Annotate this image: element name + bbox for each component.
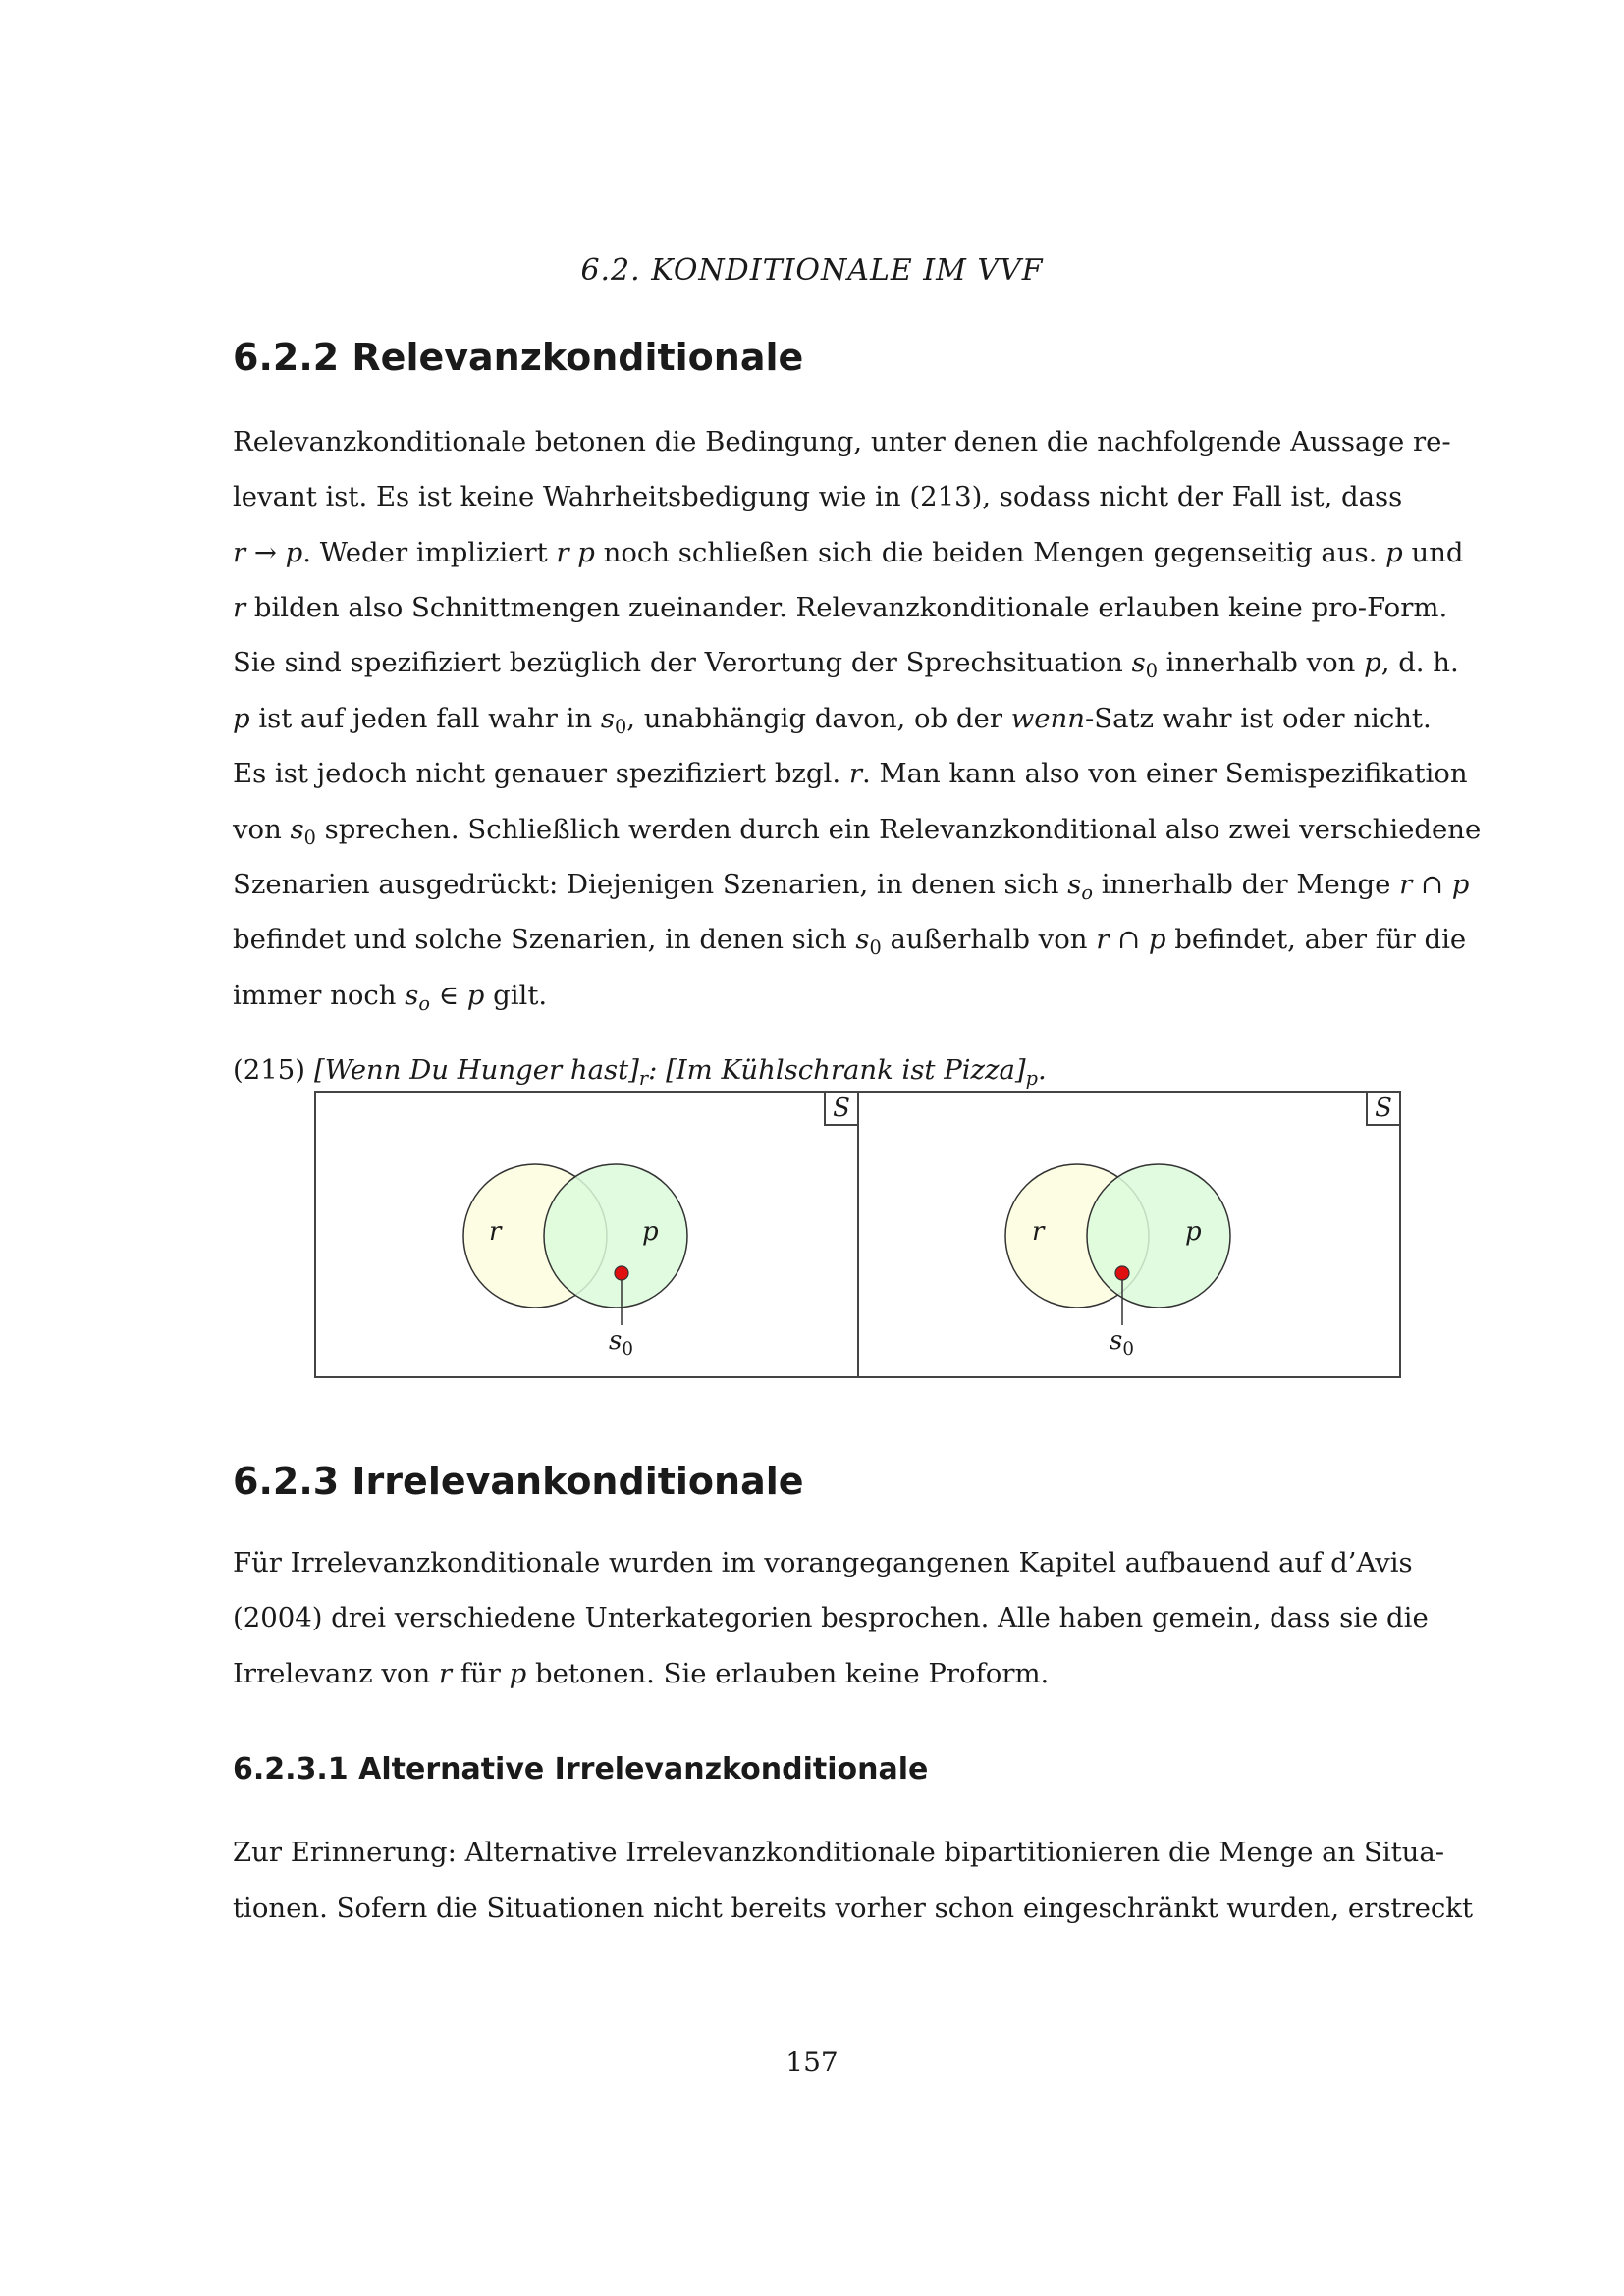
math-s: s	[855, 924, 870, 955]
math-sub: o	[418, 992, 430, 1015]
text: für	[452, 1658, 510, 1689]
point-label-s0	[1110, 1326, 1134, 1360]
math-s: s	[600, 703, 616, 734]
math-p: p	[233, 703, 250, 734]
venn-diagram-left	[316, 1093, 857, 1376]
example-sub: p	[1025, 1067, 1038, 1090]
example-part: : [Im Kühlschrank ist Pizza]	[648, 1054, 1026, 1086]
paragraph-line	[233, 588, 1448, 627]
text: sprechen. Schließlich werden durch ein Relevanzkonditional also zwei verschiedene	[315, 814, 1482, 845]
math-s: s	[1131, 647, 1146, 678]
example-sentence	[314, 1050, 1047, 1090]
paragraph-line	[233, 643, 1459, 682]
situation-point-s0	[615, 1266, 628, 1280]
situation-set-label: S	[824, 1093, 857, 1126]
paragraph-line: (2004) drei verschiedene Unterkategorien besprochen. Alle haben gemein, dass sie die	[233, 1602, 1429, 1633]
math-r: r	[233, 592, 246, 623]
paragraph-line: Relevanzkonditionale betonen die Bedingung, unter denen die nachfolgende Aussage re-	[233, 426, 1451, 457]
paragraph-line: Für Irrelevanzkonditionale wurden im vorangegangenen Kapitel aufbauend auf d’Avis	[233, 1547, 1413, 1578]
text: und	[1402, 537, 1464, 568]
circle-p-label: p	[642, 1217, 659, 1247]
text: Sie sind spezifiziert bezüglich der Verortung der Sprechsituation	[233, 647, 1132, 678]
text: befindet, aber für die	[1165, 924, 1467, 955]
math-p: p	[466, 980, 485, 1011]
circle-r-label: r	[1032, 1217, 1045, 1247]
math-s: s	[290, 814, 304, 845]
paragraph-line	[233, 533, 1464, 572]
circle-p	[1087, 1164, 1230, 1308]
math-p: p	[1364, 647, 1381, 678]
example-sub: r	[638, 1067, 649, 1090]
math-r-p: r p	[556, 537, 595, 568]
text: befindet und solche Szenarien, in denen sich	[233, 924, 856, 955]
section-6-2-3-title: 6.2.3 Irrelevankonditionale	[233, 1460, 804, 1503]
example-number: (215)	[233, 1054, 305, 1086]
paragraph-line	[233, 754, 1468, 793]
paragraph-line	[233, 1654, 1398, 1693]
text: noch schließen sich die beiden Mengen gegenseitig aus.	[594, 537, 1386, 568]
math-sub: 0	[869, 936, 882, 959]
text: außerhalb von	[881, 924, 1097, 955]
math-r-implies-p: r → p	[233, 537, 303, 568]
paragraph-line: levant ist. Es ist keine Wahrheitsbedigung wie in (213), sodass nicht der Fall ist, dass	[233, 481, 1403, 512]
math-s: s	[1067, 869, 1082, 900]
text: Szenarien ausgedrückt: Diejenigen Szenarien, in denen sich	[233, 869, 1068, 900]
running-head: 6.2. KONDITIONALE IM VVF	[580, 253, 1044, 288]
text: -Satz wahr ist oder nicht.	[1084, 703, 1432, 734]
circle-p-label: p	[1185, 1217, 1202, 1247]
text: innerhalb von	[1157, 647, 1365, 678]
text: , d. h.	[1380, 647, 1459, 678]
text: von	[233, 814, 291, 845]
example-part: .	[1037, 1054, 1047, 1086]
math-p: p	[509, 1658, 527, 1689]
example-part: [Wenn Du Hunger hast]	[314, 1054, 639, 1086]
paragraph-line: tionen. Sofern die Situationen nicht bereits vorher schon eingeschränkt wurden, erstreckt	[233, 1893, 1474, 1924]
circle-r-label: r	[489, 1217, 502, 1247]
math-sub: o	[1081, 881, 1093, 904]
text: Es ist jedoch nicht genauer spezifiziert bzgl.	[233, 758, 849, 789]
math-r-cap-p: r ∩ p	[1096, 924, 1166, 955]
paragraph-line	[233, 865, 1470, 904]
paragraph-line: Zur Erinnerung: Alternative Irrelevanzkonditionale bipartitionieren die Menge an Situa-	[233, 1837, 1445, 1868]
math-r-cap-p: r ∩ p	[1399, 869, 1470, 900]
text: innerhalb der Menge	[1092, 869, 1400, 900]
circle-p	[544, 1164, 687, 1308]
math-sub: 0	[303, 827, 316, 849]
venn-panel-left	[314, 1091, 859, 1378]
math-r: r	[848, 758, 862, 789]
situation-point-s0	[1115, 1266, 1129, 1280]
paragraph-line	[233, 920, 1467, 959]
text: ist auf jeden fall wahr in	[249, 703, 601, 734]
point-sub: 0	[622, 1339, 633, 1360]
text: . Weder impliziert	[302, 537, 557, 568]
paragraph-line	[233, 810, 1482, 849]
section-6-2-3-1-title: 6.2.3.1 Alternative Irrelevanzkonditionale	[233, 1752, 929, 1787]
text: Irrelevanz von	[233, 1658, 439, 1689]
venn-panel-right	[857, 1091, 1401, 1378]
text: ∈	[429, 980, 467, 1011]
math-r: r	[438, 1658, 453, 1689]
paragraph-line	[233, 976, 1398, 1015]
math-s: s	[405, 980, 419, 1011]
text: betonen. Sie erlauben keine Proform.	[526, 1658, 1050, 1689]
point-sub: 0	[1122, 1339, 1134, 1360]
situation-set-label: S	[1366, 1093, 1399, 1126]
text: , unabhängig davon, ob der	[626, 703, 1011, 734]
section-6-2-2-title: 6.2.2 Relevanzkonditionale	[233, 336, 804, 379]
page-number: 157	[785, 2046, 839, 2078]
text: immer noch	[233, 980, 406, 1011]
point-label: s	[609, 1326, 623, 1356]
text: . Man kann also von einer Semispezifikation	[861, 758, 1468, 789]
math-sub: 0	[615, 716, 627, 738]
point-label-s0	[609, 1326, 633, 1360]
math-sub: 0	[1145, 660, 1158, 682]
text: gilt.	[484, 980, 548, 1011]
math-p: p	[1385, 537, 1403, 568]
emph-wenn: wenn	[1010, 703, 1085, 734]
text: bilden also Schnittmengen zueinander. Relevanzkonditionale erlauben keine pro-Form.	[245, 592, 1448, 623]
point-label: s	[1110, 1326, 1123, 1356]
paragraph-line	[233, 699, 1432, 738]
